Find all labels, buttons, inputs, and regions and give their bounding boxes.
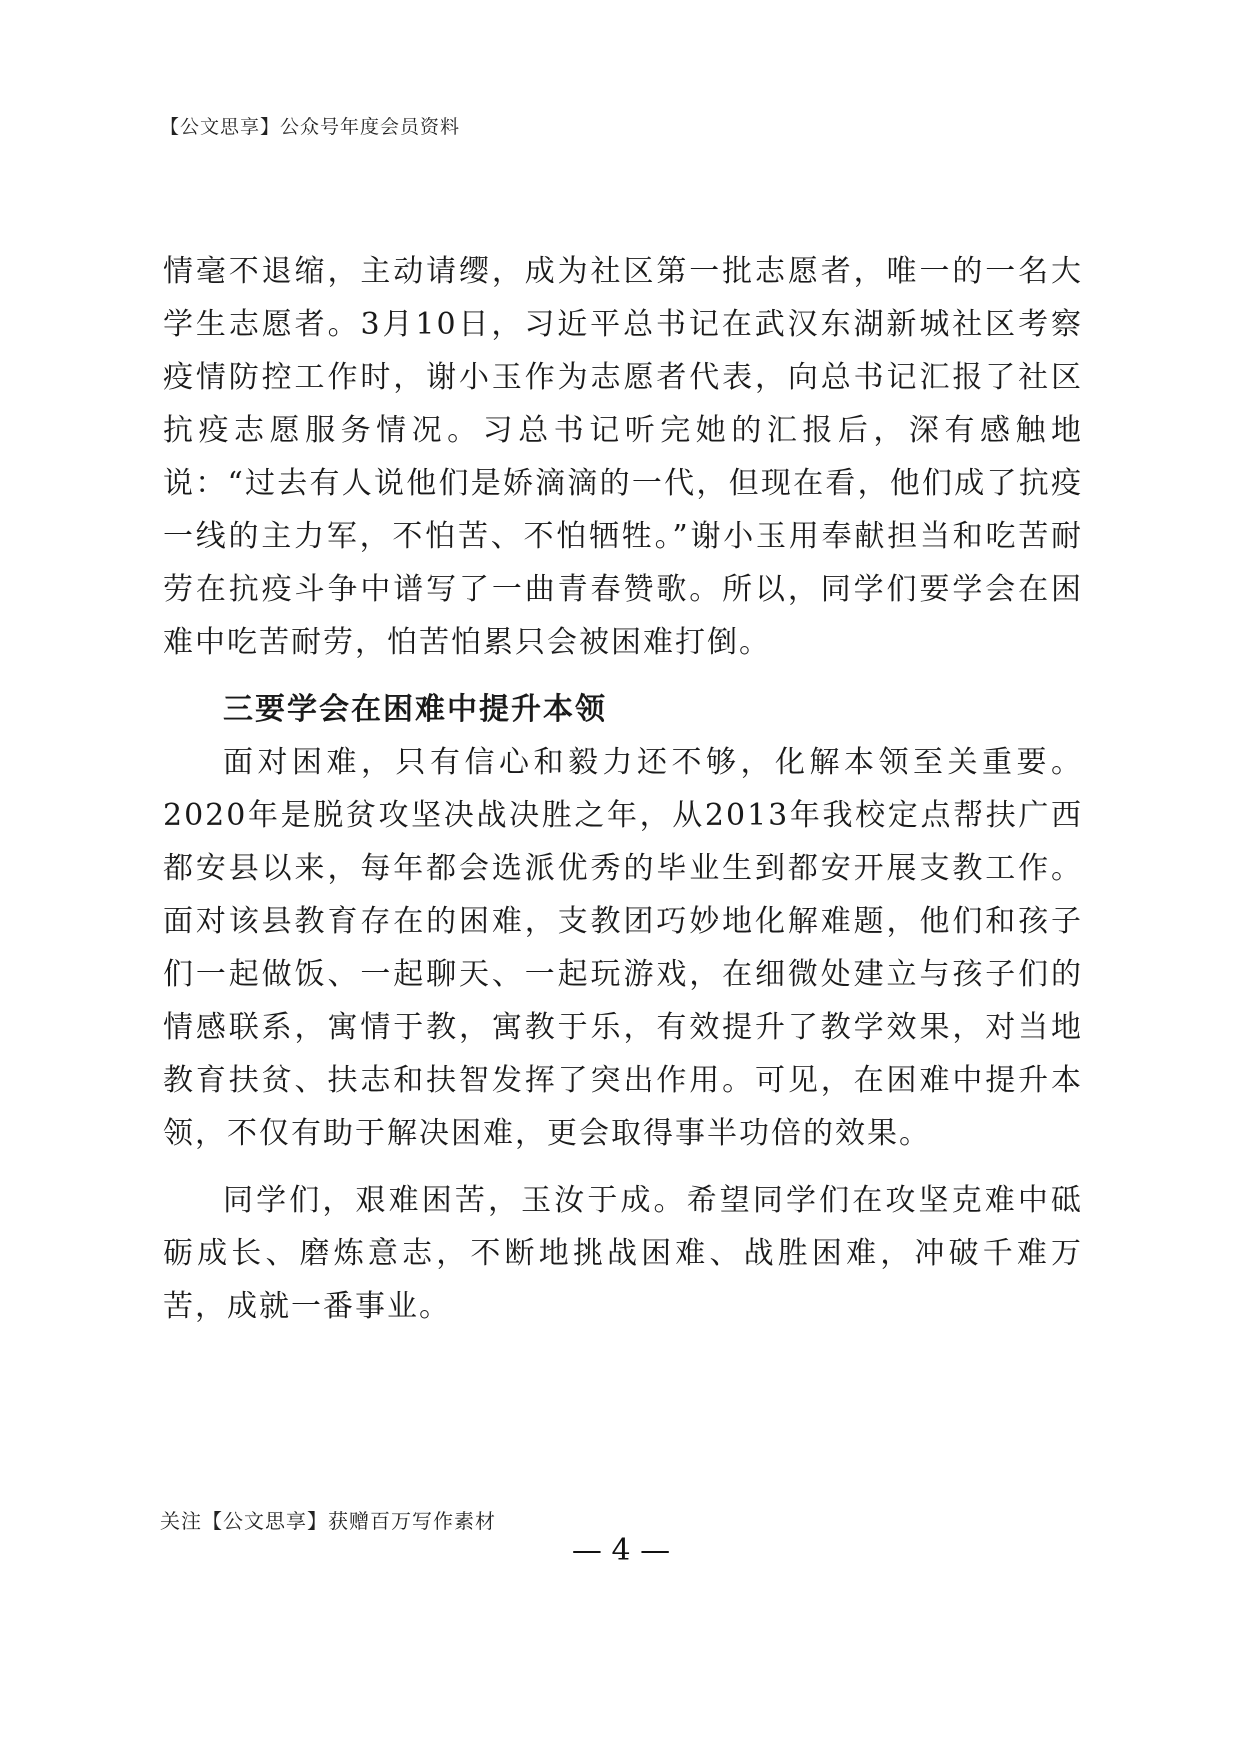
- footer-note: 关注【公文思享】获赠百万写作素材: [160, 1509, 496, 1533]
- page-header: 【公文思享】公众号年度会员资料: [160, 116, 461, 138]
- section-heading: 三要学会在困难中提升本领: [223, 692, 607, 727]
- paragraph-closing: 同学们，艰难困苦，玉汝于成。希望同学们在攻坚克难中砥砺成长、磨炼意志，不断地挑战困难、战胜困难，冲破千难万苦，成就一番事业。: [163, 1183, 1083, 1324]
- document-body: [163, 245, 1083, 1333]
- paragraph-skills: 面对困难，只有信心和毅力还不够，化解本领至关重要。2020年是脱贫攻坚决战决胜之年，从2013年我校定点帮扶广西都安县以来，每年都会选派优秀的毕业生到都安开展支教工作。面对该县教育存在的困难，支教团巧妙地化解难题，他们和孩子们一起做饭、一起聊天、一起玩游戏，在细微处建立与孩子们的情感联系，寓情于教，寓教于乐，有效提升了教学效果，对当地教育扶贫、扶志和扶智发挥了突出作用。可见，在困难中提升本领，不仅有助于解决困难，更会取得事半功倍的效果。: [163, 745, 1083, 1151]
- page-number: — 4 —: [571, 1533, 671, 1568]
- paragraph-continued: 情毫不退缩，主动请缨，成为社区第一批志愿者，唯一的一名大学生志愿者。3月10日，习近平总书记在武汉东湖新城社区考察疫情防控工作时，谢小玉作为志愿者代表，向总书记汇报了社区抗疫志愿服务情况。习总书记听完她的汇报后，深有感触地说：“过去有人说他们是娇滴滴的一代，但现在看，他们成了抗疫一线的主力军，不怕苦、不怕牺牲。”谢小玉用奉献担当和吃苦耐劳在抗疫斗争中谱写了一曲青春赞歌。所以，同学们要学会在困难中吃苦耐劳，怕苦怕累只会被困难打倒。: [163, 254, 1083, 660]
